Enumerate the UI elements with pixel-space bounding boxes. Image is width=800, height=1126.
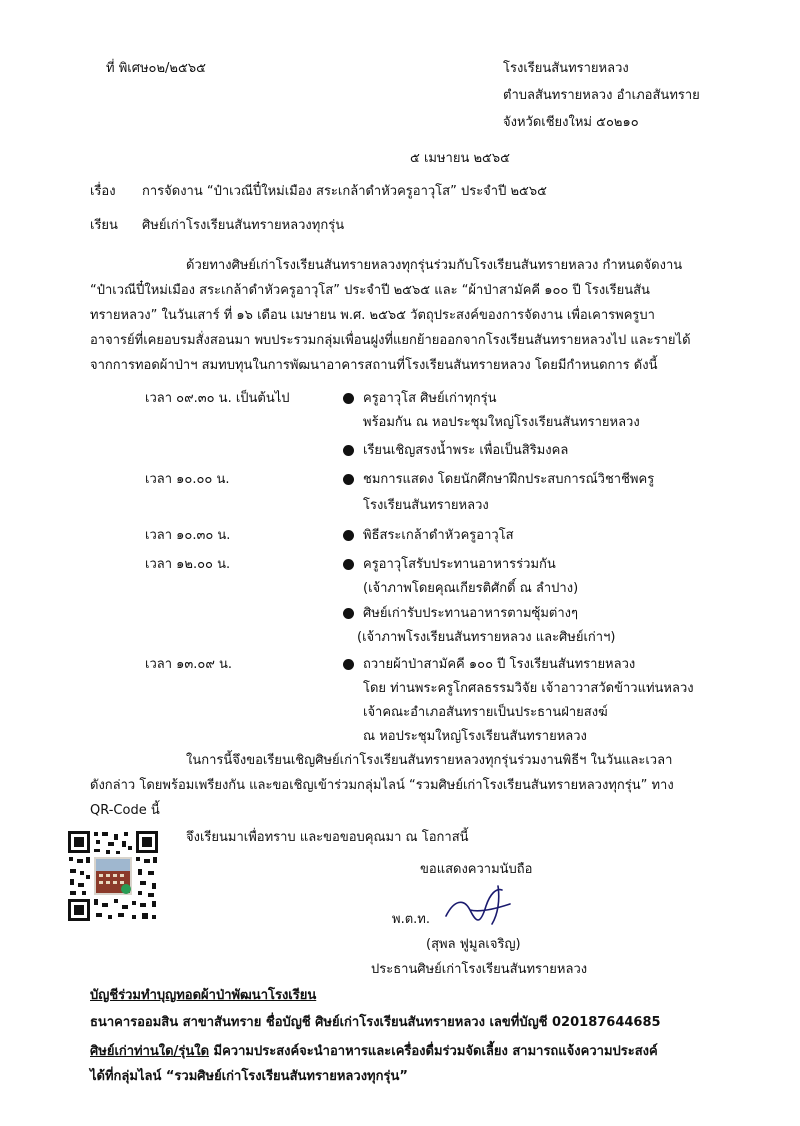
schedule-item: ศิษย์เก่ารับประทานอาหารตามซุ้มต่างๆ bbox=[363, 606, 578, 621]
body-line: “ป๋าเวณีปี๋ใหม่เมือง สระเกล้าดำหัวครูอาวุโส” ประจำปี ๒๕๖๕ และ “ผ้าป่าสามัคคี ๑๐๐ ปี โรงเรียนสัน bbox=[90, 283, 650, 298]
bullet-icon bbox=[343, 559, 354, 570]
signature-image bbox=[440, 880, 520, 934]
schedule-time: เวลา ๑๒.๐๐ น. bbox=[145, 557, 231, 572]
schedule-item: ถวายผ้าป่าสามัคคี ๑๐๐ ปี โรงเรียนสันทรายหลวง bbox=[363, 657, 636, 672]
alumni-label: ศิษย์เก่าท่านใด/รุ่นใด bbox=[90, 1044, 210, 1059]
recipient-text: ศิษย์เก่าโรงเรียนสันทรายหลวงทุกรุ่น bbox=[142, 218, 345, 233]
signer-name: (สุพล ฟูมูลเจริญ) bbox=[426, 937, 521, 952]
body-line: จากการทอดผ้าป่าฯ สมทบทุนในการพัฒนาอาคารสถานที่โรงเรียนสันทรายหลวง โดยมีกำหนดการ ดังนี้ bbox=[90, 358, 658, 373]
schedule-time: เวลา ๑๐.๐๐ น. bbox=[145, 472, 230, 487]
recipient-label: เรียน bbox=[90, 218, 118, 233]
reference-number: ที่ พิเศษ๐๒/๒๕๖๕ bbox=[106, 61, 206, 76]
schedule-item: (เจ้าภาพโรงเรียนสันทรายหลวง และศิษย์เก่าฯ) bbox=[357, 630, 616, 645]
letter-date: ๕ เมษายน ๒๕๖๕ bbox=[410, 151, 510, 166]
alumni-text: มีความประสงค์จะนำอาหารและเครื่องดื่มร่วมจัดเลี้ยง สามารถแจ้งความประสงค์ bbox=[209, 1044, 658, 1059]
body-line: ด้วยทางศิษย์เก่าโรงเรียนสันทรายหลวงทุกรุ่นร่วมกับโรงเรียนสันทรายหลวง กำหนดจัดงาน bbox=[186, 258, 683, 273]
signer-rank: พ.ต.ท. bbox=[392, 912, 430, 927]
alumni-line bbox=[90, 1040, 658, 1064]
schedule-item: พร้อมกัน ณ หอประชุมใหญ่โรงเรียนสันทรายหลวง bbox=[363, 415, 640, 430]
closing-line: QR-Code นี้ bbox=[90, 803, 160, 818]
body-line: อาจารย์ที่เคยอบรมสั่งสอนมา พบประรวมกลุ่มเพื่อนฝูงที่แยกย้ายออกจากโรงเรียนสันทรายหลวงไป และรายได้ bbox=[90, 333, 691, 348]
schedule-time: เวลา ๑๓.๐๙ น. bbox=[145, 657, 233, 672]
thanks-line: จึงเรียนมาเพื่อทราบ และขอขอบคุณมา ณ โอกาสนี้ bbox=[186, 830, 469, 845]
bullet-icon bbox=[343, 474, 354, 485]
subject-text: การจัดงาน “ป๋าเวณีปี๋ใหม่เมือง สระเกล้าดำหัวครูอาวุโส” ประจำปี ๒๕๖๕ bbox=[142, 184, 547, 199]
schedule-time: เวลา ๑๐.๓๐ น. bbox=[145, 528, 231, 543]
schedule-time: เวลา ๐๙.๓๐ น. เป็นต้นไป bbox=[145, 391, 290, 406]
schedule-item: (เจ้าภาพโดยคุณเกียรติศักดิ์ ณ ลำปาง) bbox=[363, 581, 579, 596]
closing-respect: ขอแสดงความนับถือ bbox=[420, 862, 533, 877]
closing-line: ดังกล่าว โดยพร้อมเพรียงกัน และขอเชิญเข้าร่วมกลุ่มไลน์ “รวมศิษย์เก่าโรงเรียนสันทรายหลวงทุกรุ่น” ทาง bbox=[90, 778, 674, 793]
closing-line: ในการนี้จึงขอเรียนเชิญศิษย์เก่าโรงเรียนสันทรายหลวงทุกรุ่นร่วมงานพิธีฯ ในวันและเวลา bbox=[186, 753, 673, 768]
qr-code-image bbox=[66, 829, 160, 923]
body-line: ทรายหลวง” ในวันเสาร์ ที่ ๑๖ เดือน เมษายน พ.ศ. ๒๕๖๕ วัตถุประสงค์ของการจัดงาน เพื่อเคารพครูบา bbox=[90, 308, 655, 323]
qr-code[interactable] bbox=[66, 829, 160, 923]
bullet-icon bbox=[343, 608, 354, 619]
schedule-item: โดย ท่านพระครูโกศลธรรมวิจัย เจ้าอาวาสวัดข้าวแท่นหลวง bbox=[363, 681, 694, 696]
alumni-line-2: ได้ที่กลุ่มไลน์ “รวมศิษย์เก่าโรงเรียนสันทรายหลวงทุกรุ่น” bbox=[90, 1069, 408, 1084]
school-name: โรงเรียนสันทรายหลวง bbox=[503, 61, 629, 76]
bullet-icon bbox=[343, 659, 354, 670]
schedule-item: พิธีสระเกล้าดำหัวครูอาวุโส bbox=[363, 528, 514, 543]
schedule-item: ชมการแสดง โดยนักศึกษาฝึกประสบการณ์วิชาชีพครู bbox=[363, 472, 655, 487]
signer-position: ประธานศิษย์เก่าโรงเรียนสันทรายหลวง bbox=[371, 962, 588, 977]
schedule-item: ครูอาวุโสรับประทานอาหารร่วมกัน bbox=[363, 557, 556, 572]
schedule-item: โรงเรียนสันทรายหลวง bbox=[363, 498, 489, 513]
address-province: จังหวัดเชียงใหม่ ๕๐๒๑๐ bbox=[503, 115, 639, 130]
subject-label: เรื่อง bbox=[90, 184, 116, 199]
bullet-icon bbox=[343, 393, 354, 404]
bank-account-line: ธนาคารออมสิน สาขาสันทราย ชื่อบัญชี ศิษย์เก่าโรงเรียนสันทรายหลวง เลขที่บัญชี 020187644685 bbox=[90, 1015, 661, 1030]
bullet-icon bbox=[343, 530, 354, 541]
address-district: ตำบลสันทรายหลวง อำเภอสันทราย bbox=[503, 88, 700, 103]
donation-heading: บัญชีร่วมทำบุญทอดผ้าป่าพัฒนาโรงเรียน bbox=[90, 988, 317, 1003]
bullet-icon bbox=[343, 445, 354, 456]
schedule-item: เรียนเชิญสรงน้ำพระ เพื่อเป็นสิริมงคล bbox=[363, 443, 569, 458]
schedule-item: ณ หอประชุมใหญ่โรงเรียนสันทรายหลวง bbox=[363, 729, 587, 744]
schedule-item: ครูอาวุโส ศิษย์เก่าทุกรุ่น bbox=[363, 391, 497, 406]
schedule-item: เจ้าคณะอำเภอสันทรายเป็นประธานฝ่ายสงฆ์ bbox=[363, 705, 608, 720]
